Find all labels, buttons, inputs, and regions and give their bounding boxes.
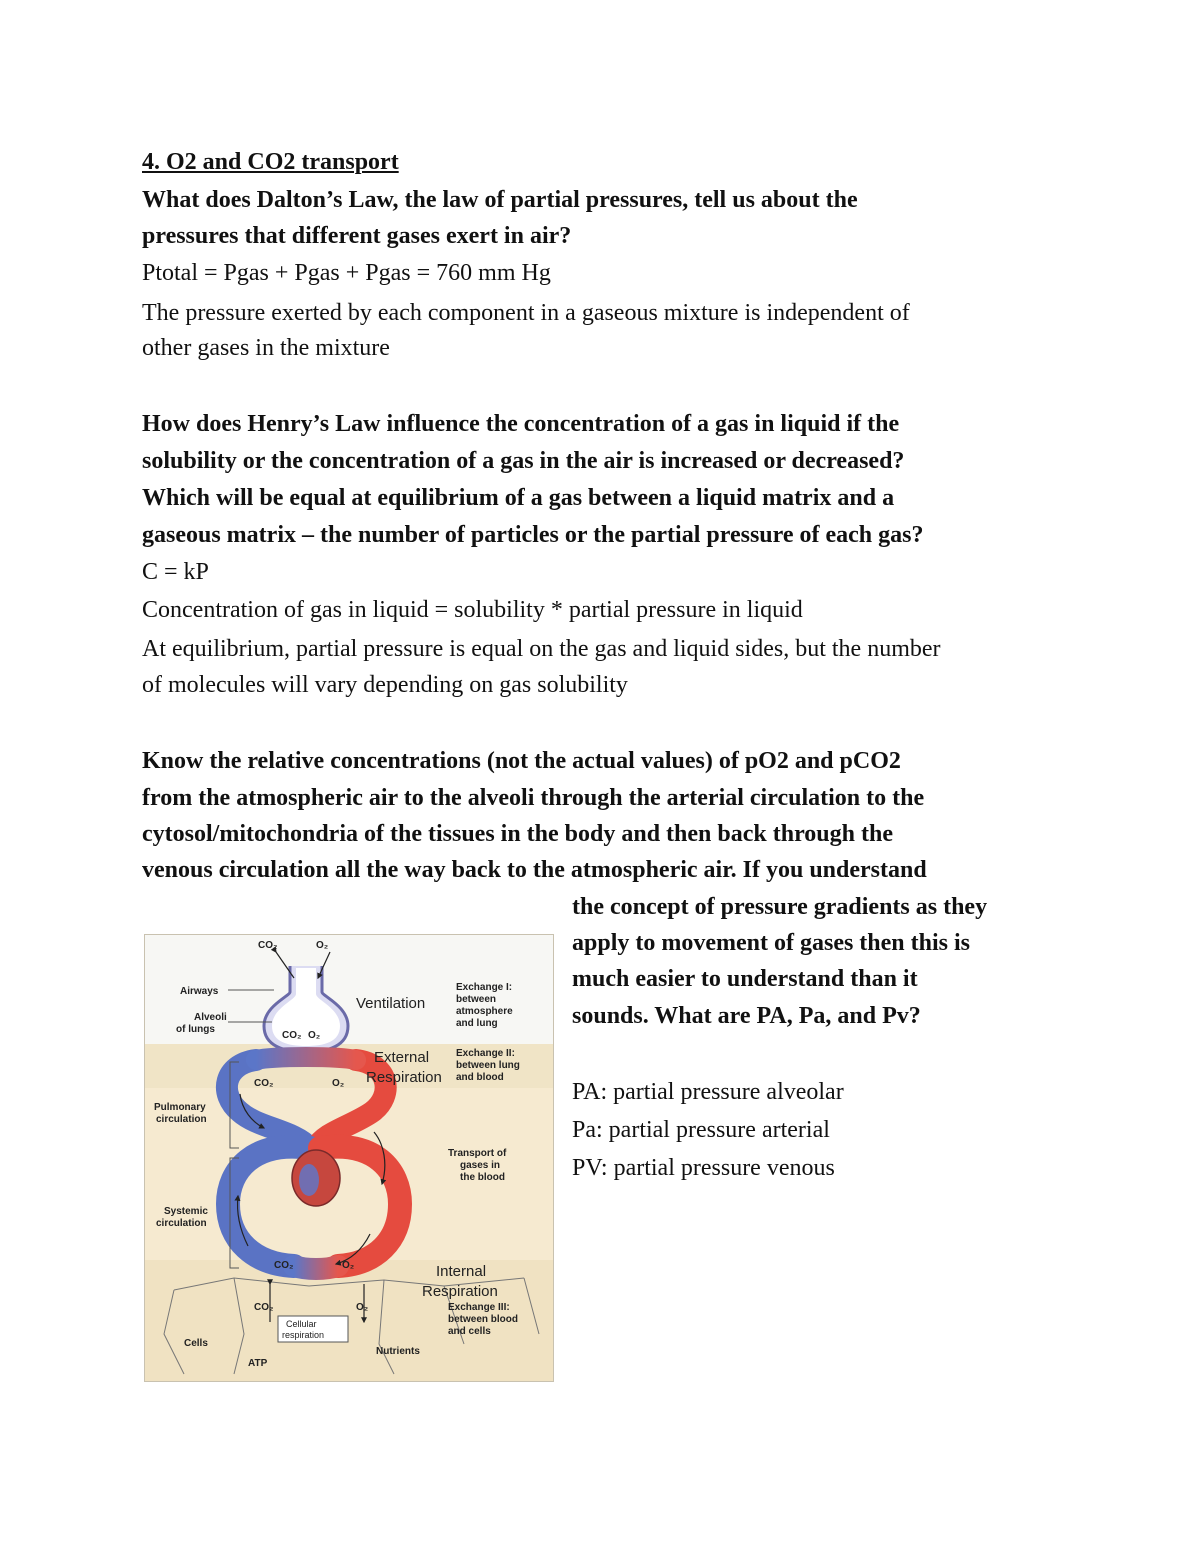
gradients-question-line: Know the relative concentrations (not the actual values) of pO2 and pCO2 — [142, 748, 901, 774]
henry-question-line: Which will be equal at equilibrium of a gas between a liquid matrix and a — [142, 485, 895, 511]
section-heading: 4. O2 and CO2 transport — [142, 149, 399, 175]
gradients-question-line: much easier to understand than it — [572, 966, 918, 992]
o2-pulmonary-label: O₂ — [332, 1078, 345, 1089]
internal-respiration-label: Respiration — [422, 1283, 498, 1300]
henry-question-line: gaseous matrix – the number of particles or the partial pressure of each gas? — [142, 522, 924, 548]
henry-answer-line: At equilibrium, partial pressure is equal on the gas and liquid sides, but the number — [142, 636, 941, 662]
henry-answer-line: Concentration of gas in liquid = solubility * partial pressure in liquid — [142, 597, 803, 623]
henry-answer-line: of molecules will vary depending on gas solubility — [142, 672, 628, 698]
pulmonary-label: Pulmonary — [154, 1102, 206, 1113]
pa-alveolar-answer: PA: partial pressure alveolar — [572, 1079, 844, 1105]
gradients-question-line: sounds. What are PA, Pa, and Pv? — [572, 1003, 921, 1029]
gradients-question-line: apply to movement of gases then this is — [572, 930, 971, 956]
exchange1-label: atmosphere — [456, 1006, 513, 1017]
internal-respiration-label: Internal — [436, 1263, 487, 1280]
exchange3-label: Exchange III: — [448, 1302, 510, 1313]
o2-alveolus-label: O₂ — [308, 1030, 321, 1041]
external-respiration-label: External — [374, 1049, 430, 1066]
co2-pulmonary-label: CO₂ — [254, 1078, 274, 1089]
dalton-answer-line: other gases in the mixture — [142, 335, 390, 361]
pulmonary-capillary — [256, 1057, 356, 1060]
co2-cells-label: CO₂ — [254, 1302, 274, 1313]
henry-answer-line: C = kP — [142, 559, 209, 585]
gradients-question-line: from the atmospheric air to the alveoli through the arterial circulation to the — [142, 785, 925, 811]
exchange1-label: Exchange I: — [456, 982, 513, 993]
transport-label: Transport of — [448, 1148, 507, 1159]
alveoli-label: of lungs — [176, 1024, 215, 1035]
alveoli-label: Alveoli — [194, 1012, 227, 1023]
cells-label: Cells — [184, 1338, 208, 1349]
dalton-question-line: What does Dalton’s Law, the law of partial pressures, tell us about the — [142, 187, 858, 213]
systemic-label: circulation — [156, 1218, 207, 1229]
respiration-diagram — [144, 934, 554, 1382]
exchange3-label: between blood — [448, 1314, 518, 1325]
exchange1-label: between — [456, 994, 497, 1005]
co2-systemic-label: CO₂ — [274, 1260, 294, 1271]
systemic-label: Systemic — [164, 1206, 208, 1217]
systemic-capillary — [294, 1266, 338, 1269]
henry-question-line: How does Henry’s Law influence the concentration of a gas in liquid if the — [142, 411, 900, 437]
cellular-respiration-label: respiration — [282, 1330, 325, 1340]
exchange2-label: between lung — [456, 1060, 520, 1071]
pv-venous-answer: PV: partial pressure venous — [572, 1155, 835, 1181]
ventilation-label: Ventilation — [356, 995, 426, 1012]
cellular-respiration-label: Cellular — [286, 1319, 317, 1329]
exchange1-label: and lung — [456, 1018, 498, 1029]
heart-right-side — [299, 1164, 319, 1196]
transport-label: gases in — [460, 1160, 501, 1171]
o2-cells-label: O₂ — [356, 1302, 369, 1313]
exchange2-label: and blood — [456, 1072, 504, 1083]
exchange3-label: and cells — [448, 1326, 491, 1337]
external-respiration-label: Respiration — [366, 1069, 442, 1086]
gradients-question-line: venous circulation all the way back to the atmospheric air. If you understand — [142, 857, 927, 883]
o2-systemic-label: O₂ — [342, 1260, 355, 1271]
co2-alveolus-label: CO₂ — [282, 1030, 302, 1041]
dalton-answer-line: Ptotal = Pgas + Pgas + Pgas = 760 mm Hg — [142, 260, 551, 286]
nutrients-label: Nutrients — [376, 1346, 420, 1357]
pa-arterial-answer: Pa: partial pressure arterial — [572, 1117, 830, 1143]
pulmonary-label: circulation — [156, 1114, 207, 1125]
airways-label: Airways — [180, 986, 219, 997]
dalton-answer-line: The pressure exerted by each component in a gaseous mixture is independent of — [142, 300, 910, 326]
transport-label: the blood — [460, 1172, 505, 1183]
co2-label: CO₂ — [258, 940, 278, 951]
o2-label: O₂ — [316, 940, 329, 951]
atp-label: ATP — [248, 1358, 268, 1369]
exchange2-label: Exchange II: — [456, 1048, 515, 1059]
gradients-question-line: the concept of pressure gradients as they — [572, 894, 988, 920]
henry-question-line: solubility or the concentration of a gas in the air is increased or decreased? — [142, 448, 905, 474]
dalton-question-line: pressures that different gases exert in air? — [142, 223, 572, 249]
gradients-question-line: cytosol/mitochondria of the tissues in the body and then back through the — [142, 821, 893, 847]
